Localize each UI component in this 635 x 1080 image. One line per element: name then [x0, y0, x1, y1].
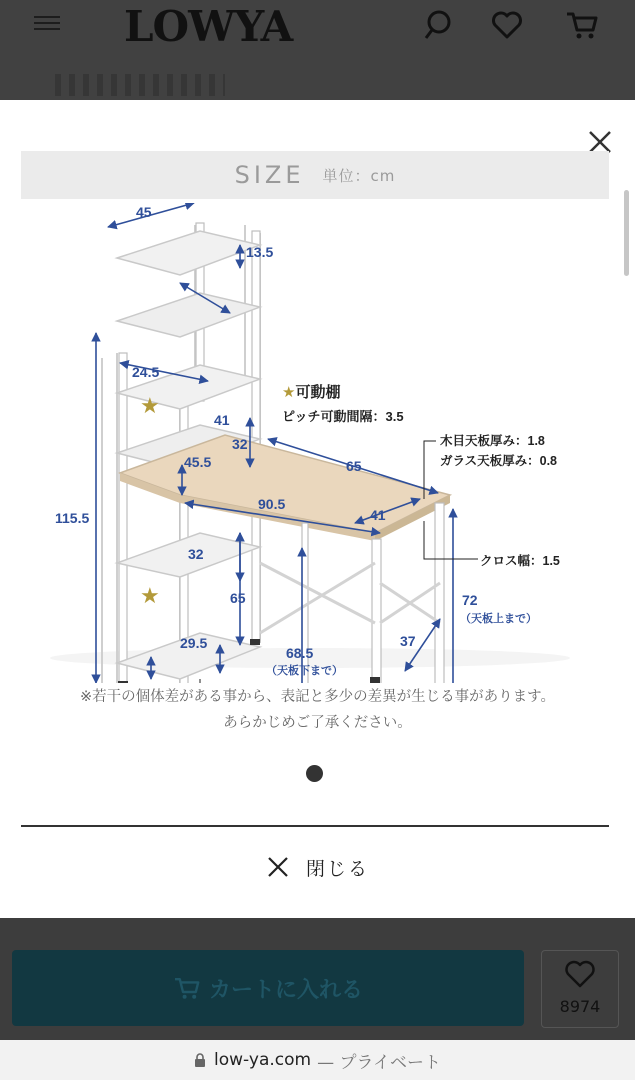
pitch-label: ピッチ可動間隔：3.5: [282, 409, 404, 424]
notice-text: [0, 684, 635, 736]
dim-65-top: 65: [346, 458, 362, 474]
add-to-cart-button[interactable]: [12, 950, 524, 1026]
favorite-button[interactable]: [541, 950, 619, 1028]
menu-icon[interactable]: [34, 12, 60, 36]
url-domain: low-ya.com: [214, 1050, 312, 1070]
star-icon-upper: ★: [140, 393, 160, 418]
heart-icon[interactable]: [490, 8, 524, 42]
dim-68-5: 68.5: [286, 645, 314, 661]
dim-41-top: 41: [214, 412, 230, 428]
glass-thickness-label: ガラス天板厚み：0.8: [440, 454, 558, 468]
close-icon: [266, 855, 290, 879]
star-icon-lower: ★: [140, 583, 160, 608]
dim-45-5: 45.5: [184, 454, 212, 470]
movable-shelf-label: ★可動棚: [282, 384, 341, 401]
dim-90-5: 90.5: [258, 496, 286, 512]
favorite-count: 8974: [559, 997, 601, 1016]
dim-68-5-note: （天板下まで）: [266, 665, 343, 677]
site-header: [0, 0, 635, 100]
brand-logo[interactable]: LOWYA: [124, 2, 293, 51]
size-title: SIZE: [234, 161, 305, 189]
background-thumbnails: [55, 74, 225, 96]
dim-65-low: 65: [230, 590, 246, 606]
url-bar[interactable]: [0, 1040, 635, 1080]
scrollbar[interactable]: [624, 190, 629, 276]
dim-72: 72: [462, 592, 478, 608]
lock-icon: [194, 1053, 206, 1067]
notice-line-1: ※若干の個体差がある事から、表記と多少の差異が生じる事があります。: [80, 689, 555, 705]
cart-icon[interactable]: [565, 8, 599, 42]
size-modal: [0, 100, 635, 918]
dim-37: 37: [400, 633, 416, 649]
cross-width-label: クロス幅：1.5: [480, 554, 560, 568]
close-button[interactable]: [0, 842, 635, 892]
search-icon[interactable]: [422, 8, 456, 42]
dim-115-5: 115.5: [55, 510, 90, 526]
carousel-dot[interactable]: [306, 765, 323, 782]
add-to-cart-label: カートに入れる: [208, 977, 363, 1003]
dim-72-note: （天板上まで）: [460, 613, 537, 625]
dimension-diagram: [20, 203, 610, 683]
wood-thickness-label: 木目天板厚み：1.8: [440, 434, 545, 448]
heart-icon: [563, 959, 597, 989]
dim-32-top: 32: [232, 436, 248, 452]
dim-29-5: 29.5: [180, 635, 208, 651]
dim-32-low: 32: [188, 546, 204, 562]
notice-line-2: あらかじめご了承ください。: [223, 715, 412, 731]
size-unit: 単位：cm: [322, 166, 396, 185]
size-heading-bar: [21, 151, 609, 199]
dim-41-mid: 41: [370, 507, 386, 523]
dim-13-5: 13.5: [246, 244, 274, 260]
modal-divider: [21, 825, 609, 827]
dim-24-5: 24.5: [132, 364, 160, 380]
close-label: 閉じる: [305, 857, 369, 880]
url-private-label: — プライベート: [317, 1052, 441, 1073]
bottom-action-area: [0, 918, 635, 1040]
cart-icon: [173, 976, 201, 1000]
dim-45: 45: [136, 204, 152, 220]
